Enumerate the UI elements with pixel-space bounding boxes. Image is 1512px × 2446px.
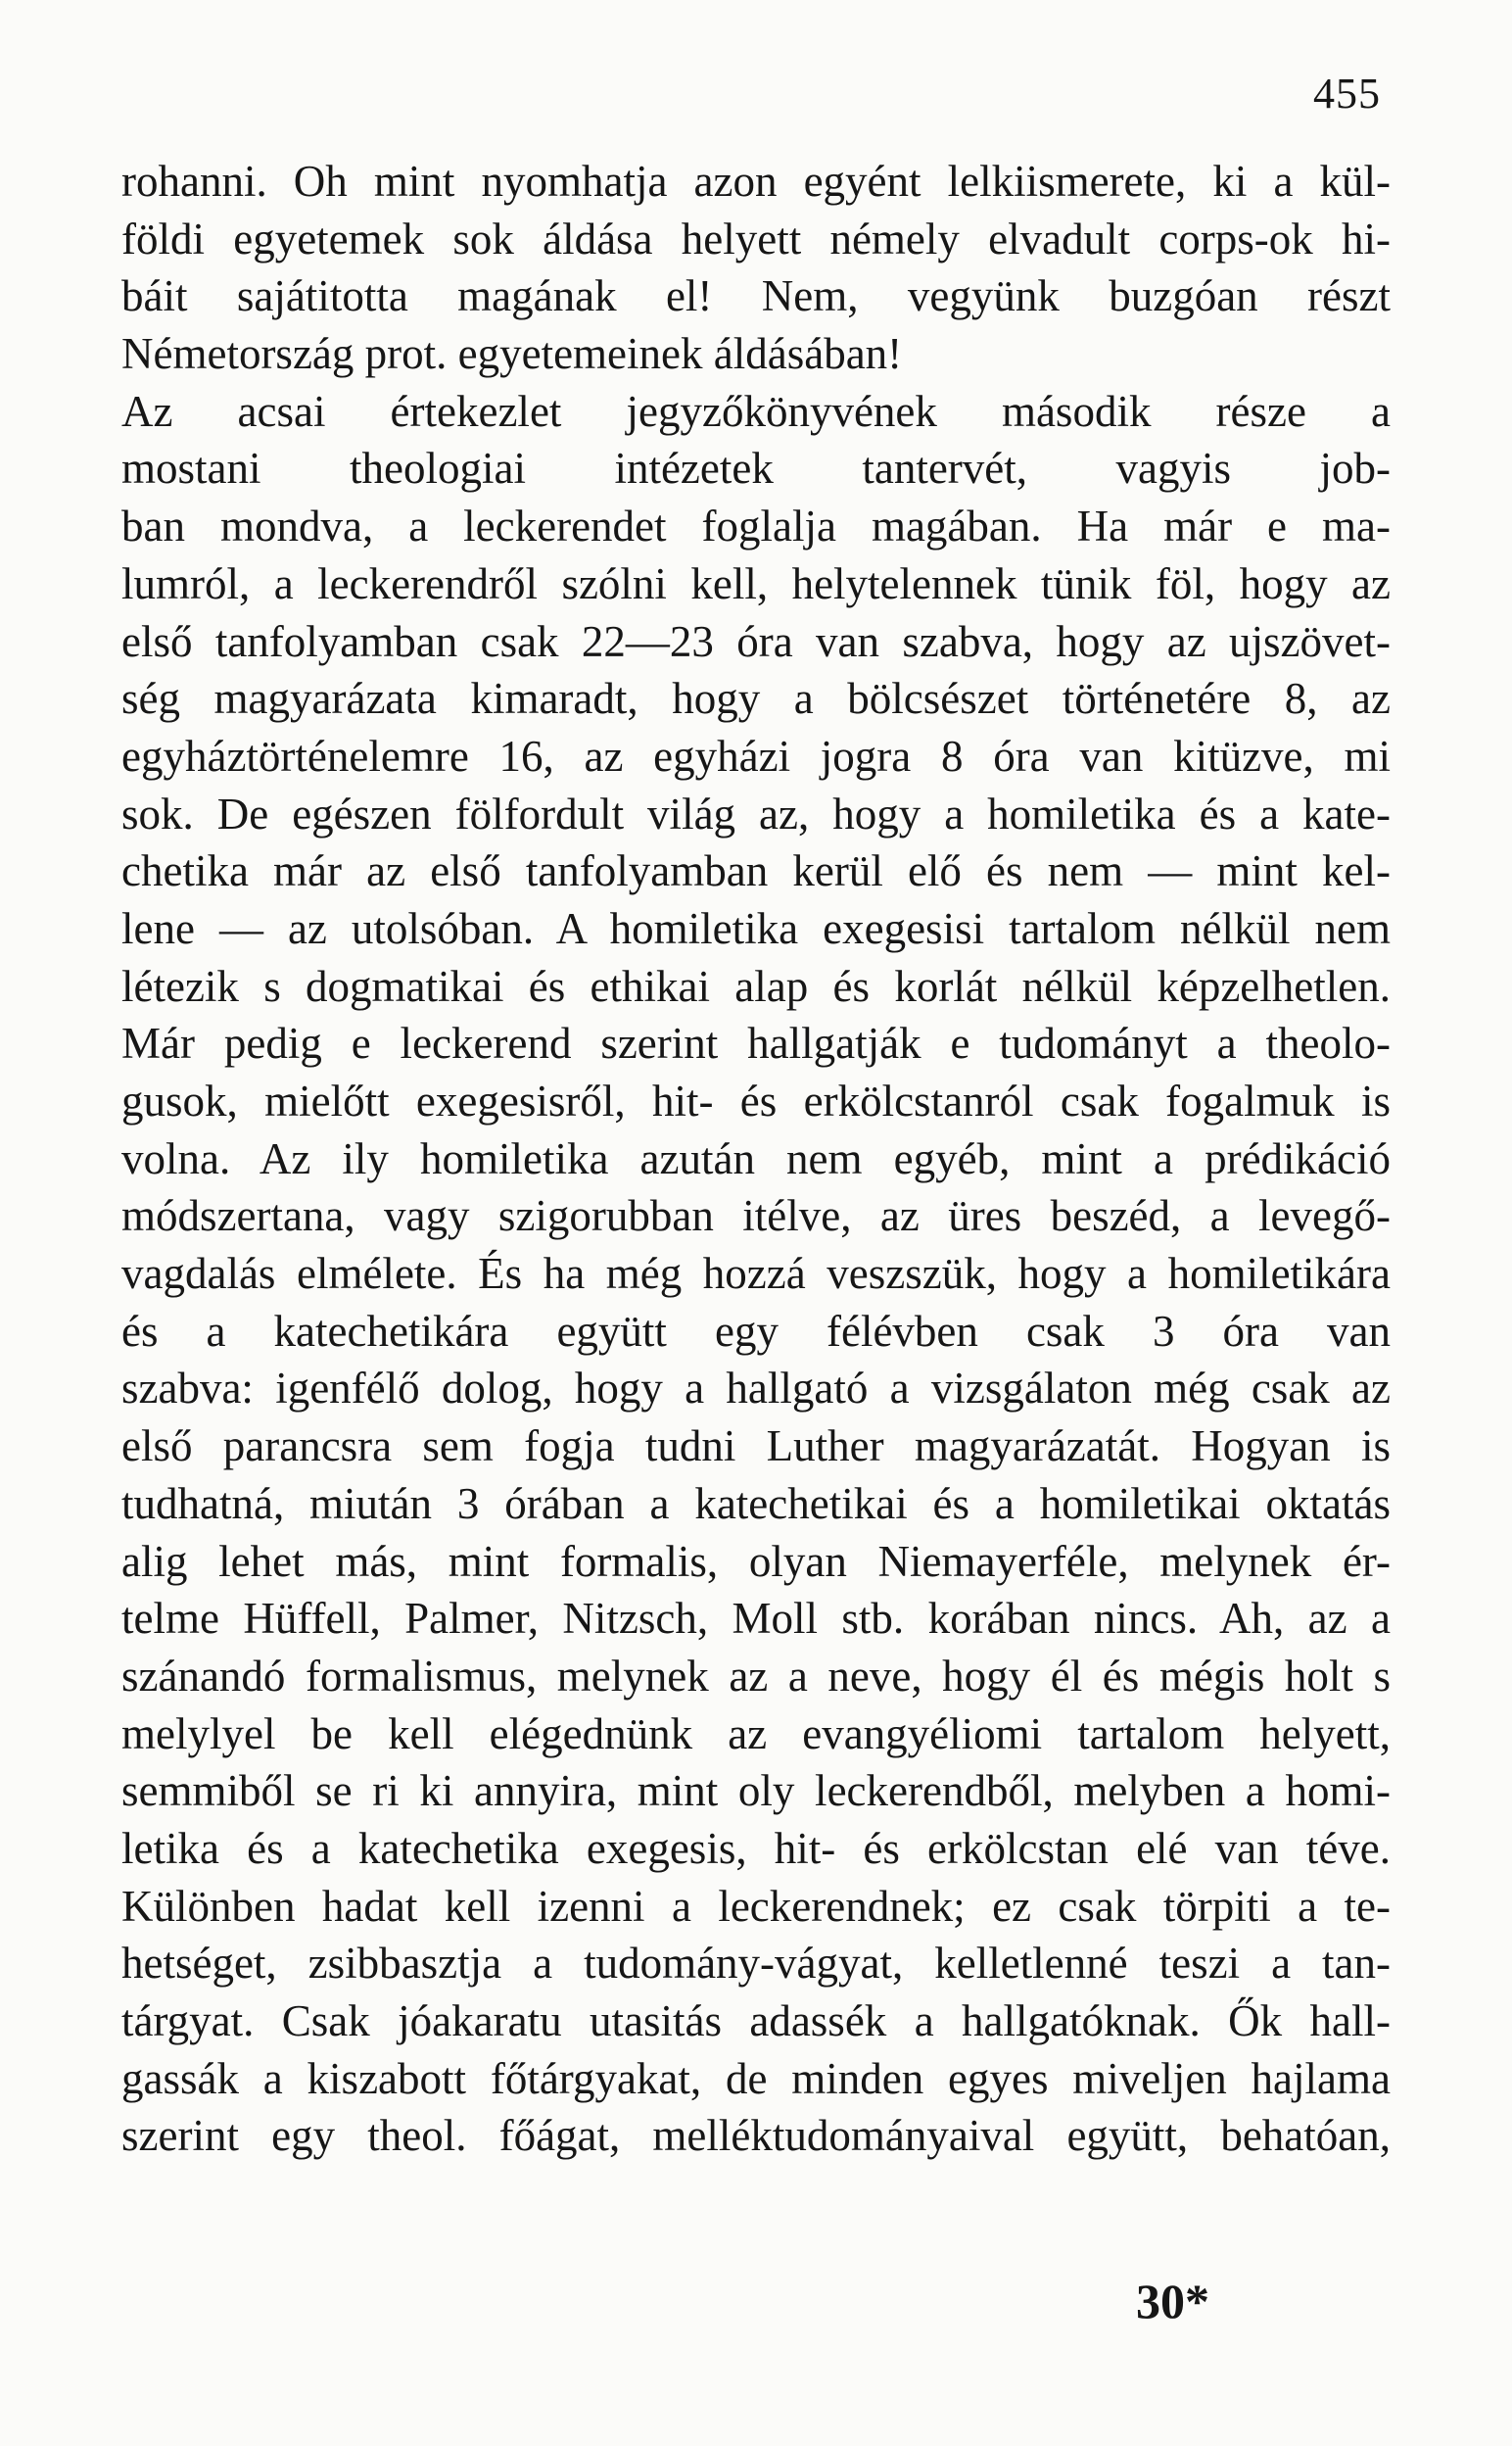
text-line: gusok, mielőtt exegesisről, hit- és erkölcstanról csak fogalmuk is: [121, 1077, 1391, 1126]
text-line: semmiből se ri ki annyira, mint oly leckerendből, melyben a homi-: [121, 1766, 1391, 1816]
text-line: Különben hadat kell izenni a leckerendnek; ez csak törpiti a te-: [121, 1881, 1391, 1931]
text-line: Németország prot. egyetemeinek áldásában!: [121, 329, 903, 379]
text-line: létezik s dogmatikai és ethikai alap és korlát nélkül képzelhetlen.: [121, 961, 1391, 1011]
text-line: egyháztörténelemre 16, az egyházi jogra 8 óra van kitüzve, mi: [121, 731, 1391, 781]
page-number: 455: [1313, 70, 1381, 118]
text-line: melylyel be kell elégednünk az evangyéliomi tartalom helyett,: [121, 1708, 1391, 1758]
text-line: Már pedig e leckerend szerint hallgatják e tudományt a theolo-: [121, 1019, 1391, 1069]
text-line: szerint egy theol. főágat, melléktudományaival együtt, behatóan,: [121, 2111, 1391, 2161]
text-line: báit sajátitotta magának el! Nem, vegyünk buzgóan részt: [121, 271, 1391, 321]
signature-mark: 30*: [1136, 2274, 1209, 2328]
text-line: gassák a kiszabott főtárgyakat, de minden egyes miveljen hajlama: [121, 2053, 1391, 2103]
text-line: szánandó formalismus, melynek az a neve, hogy él és mégis holt s: [121, 1651, 1391, 1701]
text-line: tárgyat. Csak jóakaratu utasitás adassék a hallgatóknak. Ők hall-: [121, 1996, 1391, 2045]
text-line: telme Hüffell, Palmer, Nitzsch, Moll stb. korában nincs. Ah, az a: [121, 1594, 1391, 1644]
text-line: vagdalás elmélete. És ha még hozzá veszszük, hogy a homiletikára: [121, 1249, 1391, 1299]
body-text: [121, 153, 1391, 2165]
text-line: alig lehet más, mint formalis, olyan Niemayerféle, melynek ér-: [121, 1536, 1391, 1586]
text-line: szabva: igenfélő dolog, hogy a hallgató a vizsgálaton még csak az: [121, 1364, 1391, 1414]
text-line: lene — az utolsóban. A homiletika exegesisi tartalom nélkül nem: [121, 903, 1391, 953]
text-line: volna. Az ily homiletika azután nem egyéb, mint a prédikáció: [121, 1133, 1391, 1183]
text-line: első tanfolyamban csak 22—23 óra van szabva, hogy az ujszövet-: [121, 616, 1391, 666]
text-line: chetika már az első tanfolyamban kerül elő és nem — mint kel-: [121, 846, 1391, 896]
text-line: első parancsra sem fogja tudni Luther magyarázatát. Hogyan is: [121, 1421, 1391, 1471]
text-line: földi egyetemek sok áldása helyett némely elvadult corps-ok hi-: [121, 214, 1391, 264]
text-line: hetséget, zsibbasztja a tudomány-vágyat, kelletlenné teszi a tan-: [121, 1939, 1391, 1989]
text-line: lumról, a leckerendről szólni kell, helytelennek tünik föl, hogy az: [121, 558, 1391, 608]
text-line: rohanni. Oh mint nyomhatja azon egyént lelkiismerete, ki a kül-: [121, 157, 1391, 206]
text-line: és a katechetikára együtt egy félévben csak 3 óra van: [121, 1306, 1391, 1356]
text-line: ban mondva, a leckerendet foglalja magában. Ha már e ma-: [121, 502, 1391, 552]
text-line: mostani theologiai intézetek tantervét, vagyis job-: [121, 444, 1391, 494]
text-line: sok. De egészen fölfordult világ az, hogy a homiletika és a kate-: [121, 789, 1391, 839]
text-line: tudhatná, miután 3 órában a katechetikai és a homiletikai oktatás: [121, 1478, 1391, 1528]
text-line: letika és a katechetika exegesis, hit- és erkölcstan elé van téve.: [121, 1823, 1391, 1873]
text-line: ség magyarázata kimaradt, hogy a bölcsészet történetére 8, az: [121, 674, 1391, 724]
text-line: Az acsai értekezlet jegyzőkönyvének második része a: [121, 386, 1391, 436]
text-line: módszertana, vagy szigorubban itélve, az üres beszéd, a levegő-: [121, 1191, 1391, 1241]
